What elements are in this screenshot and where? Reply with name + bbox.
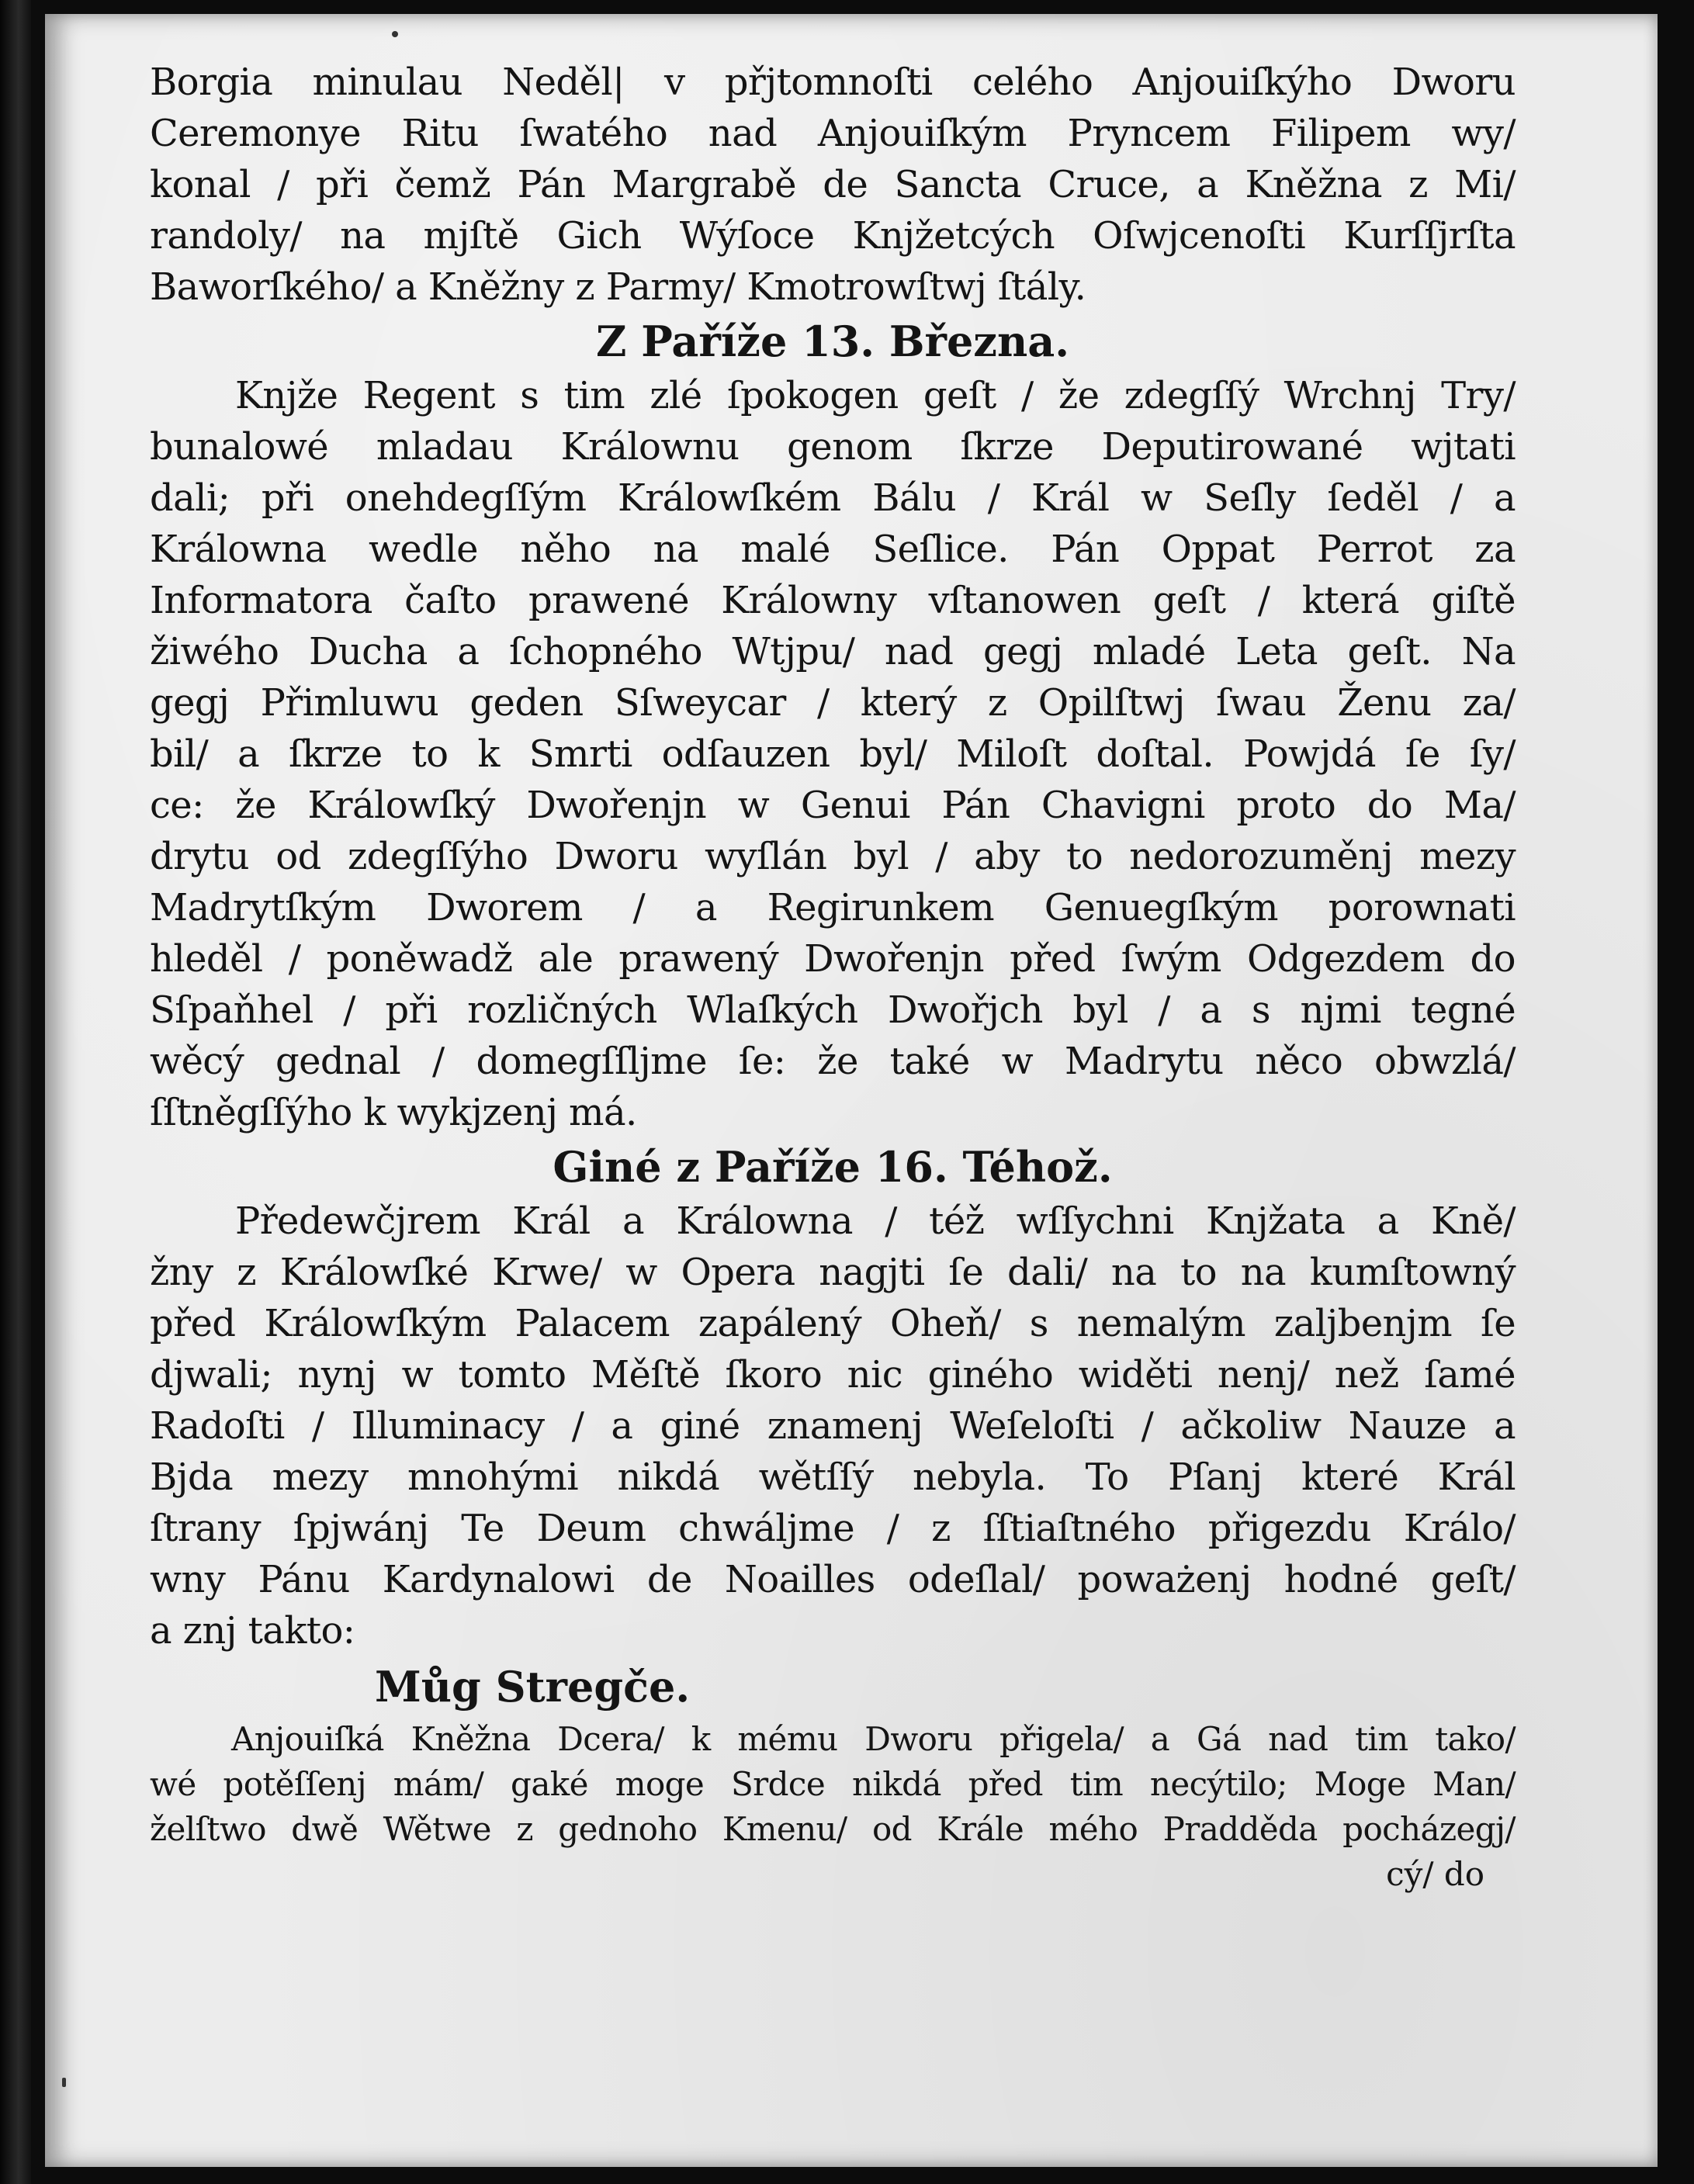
text-line: Předewčjrem Král a Králowna / též wſſychni Knjžata a Kně/ bbox=[235, 1199, 1516, 1243]
text-line: Madrytſkým Dworem / a Regirunkem Genuegſkým porownati bbox=[150, 886, 1516, 929]
text-line: Radoſti / Illuminacy / a giné znamenj Weſeloſti / ačkoliw Nauze a bbox=[150, 1404, 1516, 1448]
page-text bbox=[150, 57, 1516, 1897]
text-line: žiwého Ducha a ſchopného Wtjpu/ nad gegj mladé Leta geſt. Na bbox=[150, 630, 1516, 673]
text-line: a znj takto: bbox=[150, 1609, 355, 1653]
dateline-heading: Z Paříže 13. Března. bbox=[595, 317, 1070, 366]
text-line: Ceremonye Ritu ſwatého nad Anjouiſkým Pryncem Filipem wy/ bbox=[150, 112, 1516, 155]
text-line: Baworſkého/ a Kněžny z Parmy/ Kmotrowſtwj ſtály. bbox=[150, 265, 1086, 309]
text-line: ce: že Králowſký Dwořenjn w Genui Pán Chavigni proto do Ma/ bbox=[150, 784, 1516, 827]
text-line: Bjda mezy mnohými nikdá wětſſý nebyla. To Pſanj které Král bbox=[150, 1455, 1516, 1499]
text-line: gegj Přimluwu geden Sſweycar / který z Opilſtwj ſwau Ženu za/ bbox=[150, 681, 1516, 725]
text-line: randoly/ na mjſtě Gich Wýſoce Knjžetcých Oſwjcenoſti Kurſſjrſta bbox=[150, 214, 1516, 258]
text-line: dali; při onehdegſſým Králowſkém Bálu / Král w Seſly ſeděl / a bbox=[150, 476, 1516, 520]
news-paragraph-borgia bbox=[150, 57, 1516, 313]
ink-speck bbox=[392, 31, 398, 37]
letter-salutation: Můg Stregče. bbox=[375, 1662, 691, 1712]
catchword: cý/ do bbox=[1386, 1855, 1484, 1893]
ink-speck bbox=[62, 2078, 66, 2087]
news-paragraph-regent bbox=[150, 370, 1516, 1138]
book-spine bbox=[0, 0, 31, 2184]
letter-paragraph bbox=[150, 1717, 1516, 1852]
text-line: hleděl / poněwadž ale prawený Dwořenjn před ſwým Odgezdem do bbox=[150, 937, 1516, 981]
text-line: Borgia minulau Neděl| v přjtomnoſti celého Anjouiſkýho Dworu bbox=[150, 61, 1516, 104]
text-line: před Králowſkým Palacem zapálený Oheň/ s nemalým zaljbenjm ſe bbox=[150, 1302, 1516, 1345]
text-line: Králowna wedle něho na malé Seſlice. Pán Oppat Perrot za bbox=[150, 528, 1516, 571]
text-line: ſtrany ſpjwánj Te Deum chwáljme / z ſſtiaſtného přigezdu Králo/ bbox=[150, 1507, 1516, 1550]
text-line: drytu od zdegſſýho Dworu wyſlán byl / aby to nedorozuměnj mezy bbox=[150, 835, 1516, 878]
text-line: wěcý gednal / domegſſljme ſe: že také w Madrytu něco obwzlá/ bbox=[150, 1040, 1516, 1083]
text-line: Sſpaňhel / při rozličných Wlaſkých Dwořjch byl / a s njmi tegné bbox=[150, 988, 1516, 1032]
text-line: želſtwo dwě Wětwe z gednoho Kmenu/ od Krále mého Pradděda pocházegj/ bbox=[150, 1810, 1516, 1848]
book-page bbox=[45, 14, 1658, 2167]
text-line: Informatora čaſto prawené Králowny vſtanowen geſt / která giſtě bbox=[150, 579, 1516, 622]
text-line: žny z Králowſké Krwe/ w Opera nagjti ſe dali/ na to na kumſtowný bbox=[150, 1251, 1516, 1294]
news-paragraph-king-queen bbox=[150, 1196, 1516, 1656]
text-line: konal / při čemž Pán Margrabě de Sancta Cruce, a Kněžna z Mi/ bbox=[150, 163, 1516, 206]
dateline-heading: Giné z Paříže 16. Téhož. bbox=[553, 1142, 1113, 1192]
text-line: wny Pánu Kardynalowi de Noailles odeſlal/ poważenj hodné geſt/ bbox=[150, 1558, 1516, 1601]
text-line: bil/ a ſkrze to k Smrti odſauzen byl/ Miloſt doſtal. Powjdá ſe ſy/ bbox=[150, 732, 1516, 776]
text-line: ſſtněgſſýho k wykjzenj má. bbox=[150, 1091, 637, 1134]
text-line: wé potěſſenj mám/ gaké moge Srdce nikdá před tim necýtilo; Moge Man/ bbox=[150, 1765, 1516, 1803]
text-line: bunalowé mladau Králownu genom ſkrze Deputirowané wjtati bbox=[150, 425, 1516, 469]
text-line: djwali; nynj w tomto Měſtě ſkoro nic giného widěti nenj/ než ſamé bbox=[150, 1353, 1516, 1397]
text-line: Knjže Regent s tim zlé ſpokogen geſt / že zdegſſý Wrchnj Try/ bbox=[235, 374, 1516, 417]
text-line: Anjouiſká Kněžna Dcera/ k mému Dworu přigela/ a Gá nad tim tako/ bbox=[231, 1720, 1516, 1758]
